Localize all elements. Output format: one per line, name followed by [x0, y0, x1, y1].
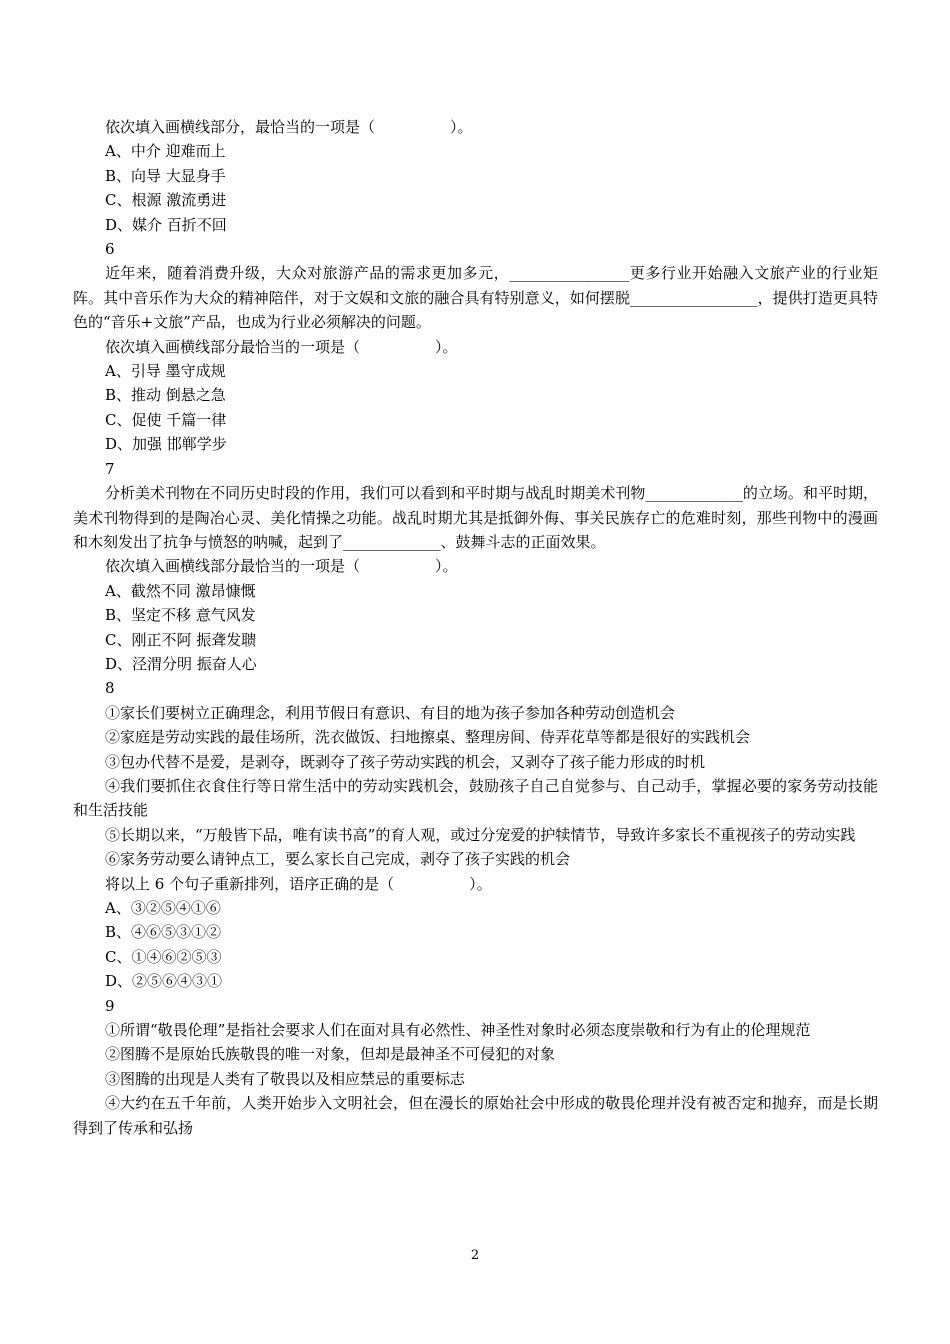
q8-option-c: C、①④⑥②⑤③ [105, 947, 222, 966]
q8-prompt: 将以上 6 个句子重新排列，语序正确的是（ ）。 [105, 874, 492, 893]
q8-sentence-5: ⑤长期以来，“万般皆下品，唯有读书高”的育人观，或过分宠爱的护犊情节，导致许多家长不重视孩子的劳动实践 [105, 825, 856, 844]
q6-option-d: D、加强 邯郸学步 [105, 435, 227, 454]
q7-option-b: B、坚定不移 意气风发 [105, 606, 256, 625]
q6-blank-2: _________________ [630, 288, 758, 307]
q6-option-b: B、推动 倒悬之急 [105, 386, 226, 405]
q7-option-d: D、泾渭分明 振奋人心 [105, 654, 257, 673]
q9-sentence-2: ②图腾不是原始氏族敬畏的唯一对象，但却是最神圣不可侵犯的对象 [105, 1045, 556, 1064]
page-number: 2 [470, 1248, 480, 1263]
q8-sentence-1: ①家长们要树立正确理念，利用节假日有意识、有目的地为孩子参加各种劳动创造机会 [105, 703, 676, 722]
q7-passage [73, 481, 878, 554]
q7-option-a: A、截然不同 激昂慷慨 [105, 581, 256, 600]
q6-text-a: 近年来，随着消费升级，大众对旅游产品的需求更加多元， [105, 264, 510, 283]
q6-prompt: 依次填入画横线部分最恰当的一项是（ ）。 [105, 337, 458, 356]
q5-option-d: D、媒介 百折不回 [105, 215, 227, 234]
q6-text-b: 更多行业开始融入文旅产业的行业矩阵。其中音乐作为大众的精神陪伴，对于文娱和文旅的融合具有特别意义，如何摆脱 [73, 264, 878, 307]
q6-option-a: A、引导 墨守成规 [105, 362, 226, 381]
q7-blank-2: _____________ [343, 532, 441, 551]
q8-number: 8 [105, 679, 115, 698]
q9-sentence-1: ①所谓“敬畏伦理”是指社会要求人们在面对具有必然性、神圣性对象时必须态度崇敬和行为有止的伦理规范 [105, 1021, 811, 1040]
q8-sentence-6: ⑥家务劳动要么请钟点工，要么家长自己完成，剥夺了孩子实践的机会 [105, 850, 571, 869]
q7-option-c: C、刚正不阿 振聋发聩 [105, 630, 257, 649]
q5-prompt: 依次填入画横线部分，最恰当的一项是（ ）。 [105, 118, 473, 136]
q8-option-b: B、④⑥⑤③①② [105, 923, 222, 942]
q6-option-c: C、促使 千篇一律 [105, 410, 227, 429]
q8-option-d: D、②⑤⑥④③① [105, 972, 223, 991]
q5-option-b: B、向导 大显身手 [105, 166, 226, 185]
q5-option-c: C、根源 激流勇进 [105, 191, 227, 210]
q9-sentence-3: ③图腾的出现是人类有了敬畏以及相应禁忌的重要标志 [105, 1069, 466, 1088]
q8-sentence-3: ③包办代替不是爱，是剥夺，既剥夺了孩子劳动实践的机会，又剥夺了孩子能力形成的时机 [105, 752, 706, 771]
q8-sentence-2: ②家庭是劳动实践的最佳场所，洗衣做饭、扫地擦桌、整理房间、侍弄花草等都是很好的实践机会 [105, 728, 751, 747]
q6-passage [73, 261, 878, 334]
q5-option-a: A、中介 迎难而上 [105, 142, 226, 161]
q7-text-c: 、鼓舞斗志的正面效果。 [440, 532, 606, 551]
q8-sentence-4: ④我们要抓住衣食住行等日常生活中的劳动实践机会，鼓励孩子自己自觉参与、自己动手，掌握必要的家务劳动技能和生活技能 [73, 776, 878, 820]
q6-number: 6 [105, 240, 115, 259]
q9-number: 9 [105, 996, 115, 1015]
q6-text-c: ，提供打造更具特色的“音乐+文旅”产品，也成为行业必须解决的问题。 [73, 288, 878, 332]
q7-text-a: 分析美术刊物在不同历史时段的作用，我们可以看到和平时期与战乱时期美术刊物 [105, 484, 646, 503]
q7-text-b: 的立场。和平时期，美术刊物得到的是陶冶心灵、美化情操之功能。战乱时期尤其是抵御外侮、事关民族存亡的危难时刻，那些刊物中的漫画和木刻发出了抗争与愤怒的呐喊，起到了 [73, 484, 878, 551]
q7-prompt: 依次填入画横线部分最恰当的一项是（ ）。 [105, 557, 458, 576]
q9-sentence-4: ④大约在五千年前，人类开始步入文明社会，但在漫长的原始社会中形成的敬畏伦理并没有被否定和抛弃，而是长期得到了传承和弘扬 [73, 1094, 878, 1137]
q7-number: 7 [105, 459, 115, 478]
q8-option-a: A、③②⑤④①⑥ [105, 899, 221, 917]
q7-blank-1: _____________ [645, 484, 743, 503]
page-content [73, 115, 878, 1140]
q6-blank-1: ________________ [509, 264, 630, 283]
